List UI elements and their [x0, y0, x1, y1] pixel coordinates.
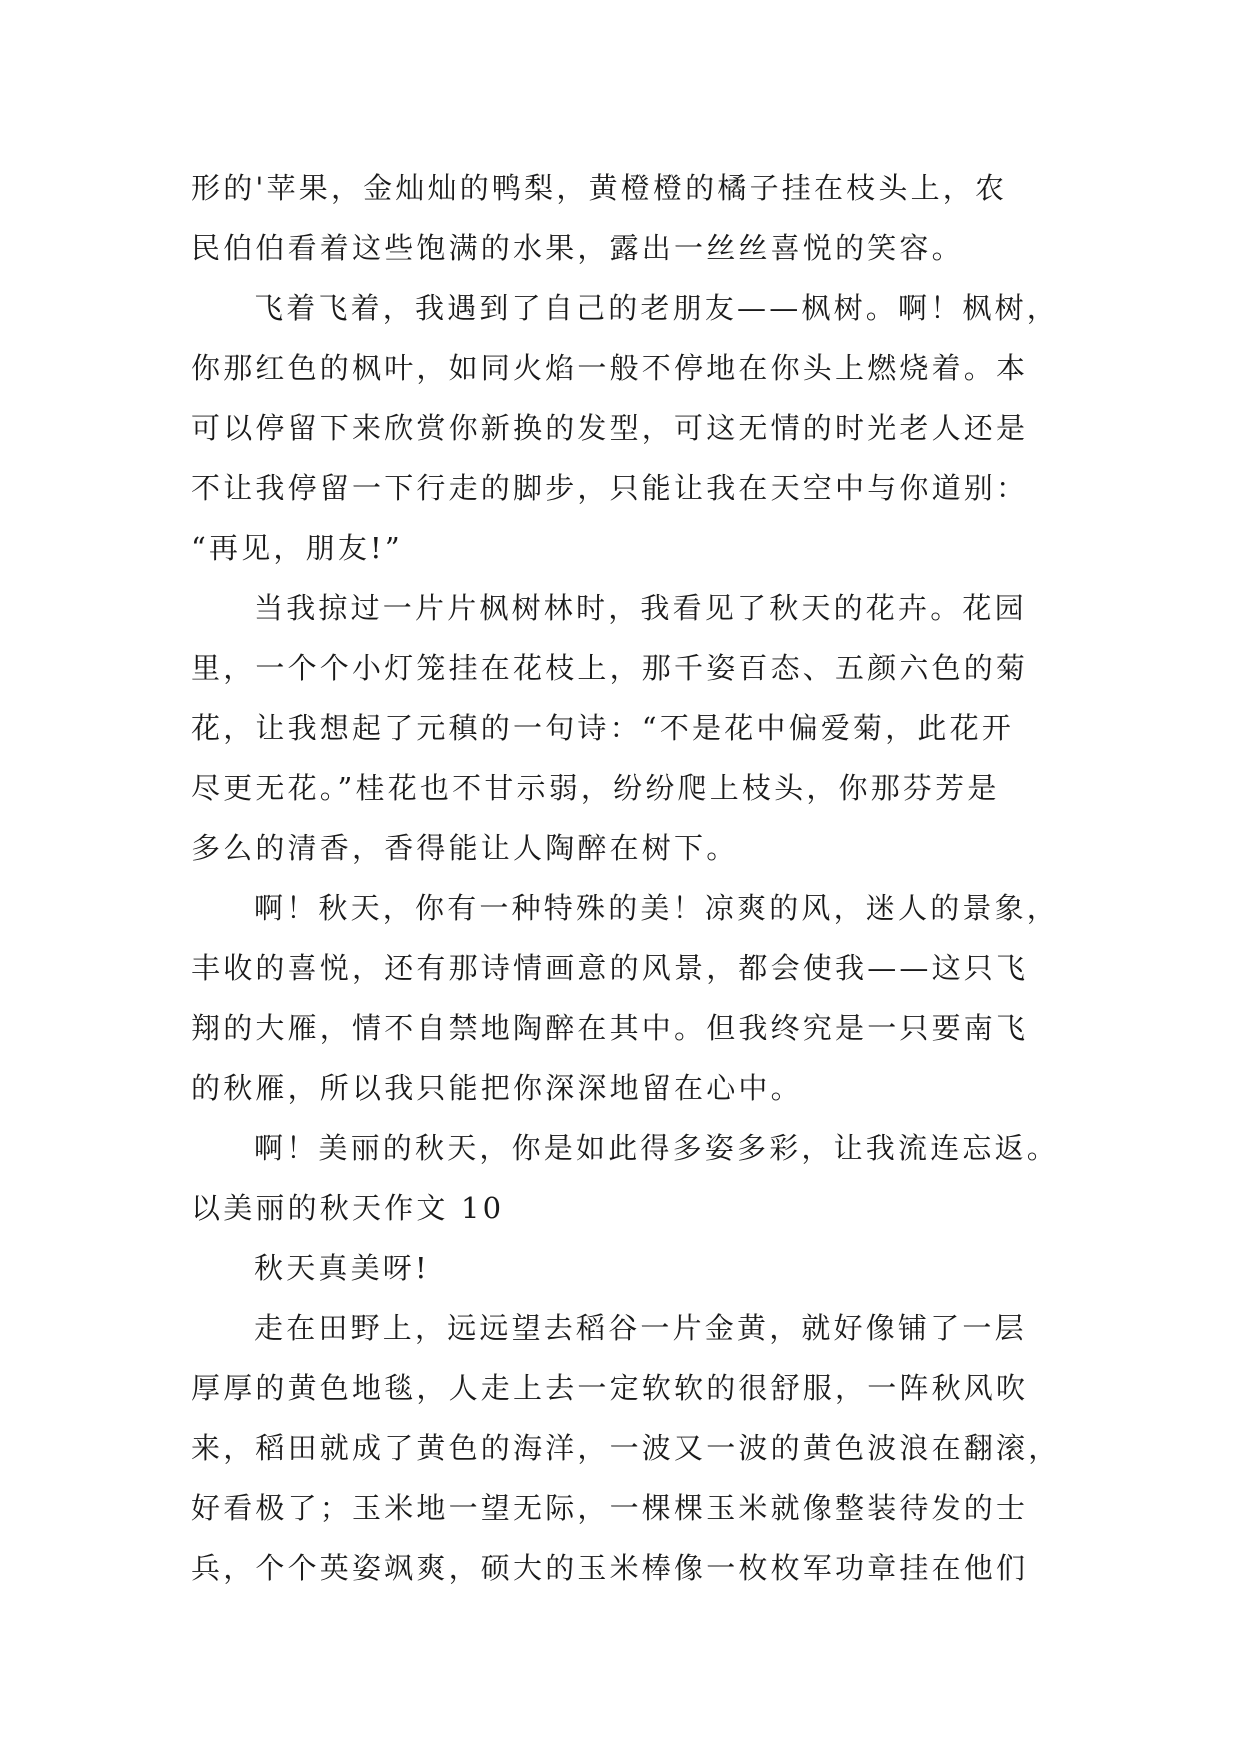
text-line: 丰收的喜悦，还有那诗情画意的风景，都会使我——这只飞: [191, 951, 1029, 985]
text-line: “再见，朋友!”: [191, 531, 403, 565]
text-line: 好看极了；玉米地一望无际，一棵棵玉米就像整装待发的士: [191, 1491, 1029, 1525]
text-line: 你那红色的枫叶，如同火焰一般不停地在你头上燃烧着。本: [191, 351, 1029, 385]
text-line: 走在田野上，远远望去稻谷一片金黄，就好像铺了一层: [254, 1311, 1027, 1345]
text-line: 不让我停留一下行走的脚步，只能让我在天空中与你道别：: [191, 471, 1029, 505]
text-line: 啊！美丽的秋天，你是如此得多姿多彩，让我流连忘返。: [254, 1131, 1060, 1165]
text-line: 以美丽的秋天作文 10: [191, 1191, 505, 1225]
text-line: 民伯伯看着这些饱满的水果，露出一丝丝喜悦的笑容。: [191, 231, 964, 265]
text-line: 翔的大雁，情不自禁地陶醉在其中。但我终究是一只要南飞: [191, 1011, 1029, 1045]
text-line: 啊！秋天，你有一种特殊的美！凉爽的风，迷人的景象，: [254, 891, 1060, 925]
text-line: 兵，个个英姿飒爽，硕大的玉米棒像一枚枚军功章挂在他们: [191, 1551, 1029, 1585]
document-body: [191, 158, 1061, 1598]
text-line: 来，稻田就成了黄色的海洋，一波又一波的黄色波浪在翻滚，: [191, 1431, 1061, 1465]
text-line: 秋天真美呀!: [254, 1251, 430, 1285]
text-line: 当我掠过一片片枫树林时，我看见了秋天的花卉。花园: [254, 591, 1027, 625]
text-line: 尽更无花。”桂花也不甘示弱，纷纷爬上枝头，你那芬芳是: [191, 771, 1000, 805]
text-line: 飞着飞着，我遇到了自己的老朋友——枫树。啊！枫树，: [254, 291, 1060, 325]
text-line: 形的'苹果，金灿灿的鸭梨，黄橙橙的橘子挂在枝头上，农: [191, 171, 1008, 205]
text-line: 的秋雁，所以我只能把你深深地留在心中。: [191, 1071, 803, 1105]
text-line: 花，让我想起了元稹的一句诗：“不是花中偏爱菊，此花开: [191, 711, 1015, 745]
text-line: 厚厚的黄色地毯，人走上去一定软软的很舒服，一阵秋风吹: [191, 1371, 1029, 1405]
text-line: 可以停留下来欣赏你新换的发型，可这无情的时光老人还是: [191, 411, 1029, 445]
text-line: 多么的清香，香得能让人陶醉在树下。: [191, 831, 739, 865]
text-line: 里，一个个小灯笼挂在花枝上，那千姿百态、五颜六色的菊: [191, 651, 1029, 685]
